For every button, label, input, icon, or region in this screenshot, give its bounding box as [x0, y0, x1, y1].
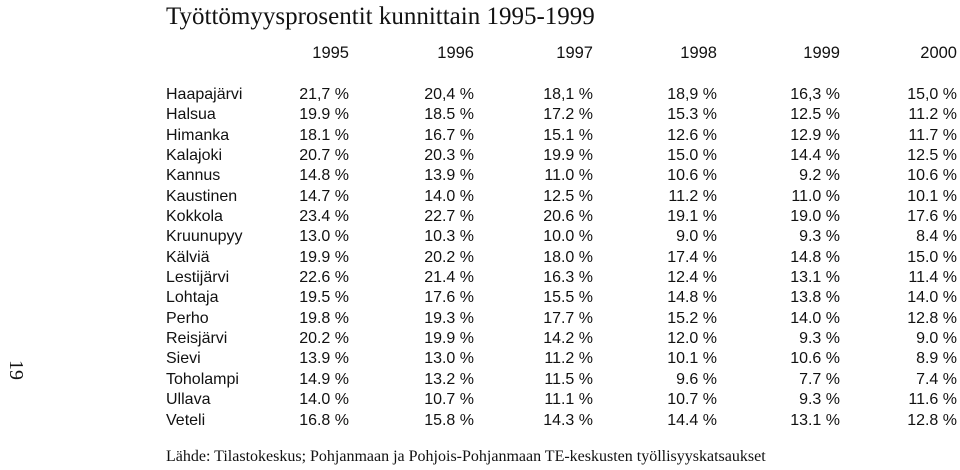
municipality-name: Ullava [166, 391, 211, 409]
table-row [166, 390, 960, 410]
unemployment-rate-cell: 13.1 % [790, 269, 840, 287]
unemployment-rate-cell: 13.1 % [790, 411, 840, 429]
unemployment-rate-cell: 13.0 % [424, 350, 474, 368]
table-row [166, 105, 960, 125]
unemployment-rate-cell: 22.7 % [424, 208, 474, 226]
unemployment-rate-cell: 13.9 % [424, 167, 474, 185]
unemployment-rate-cell: 7.4 % [916, 370, 957, 388]
unemployment-rate-cell: 9.2 % [799, 167, 840, 185]
municipality-name: Lohtaja [166, 289, 219, 307]
table-row [166, 329, 960, 349]
municipality-name: Himanka [166, 126, 230, 144]
unemployment-rate-cell: 9.3 % [799, 330, 840, 348]
unemployment-rate-cell: 14.3 % [543, 411, 593, 429]
unemployment-rate-cell: 10.6 % [667, 167, 717, 185]
unemployment-rate-cell: 15.0 % [907, 248, 957, 266]
unemployment-rate-cell: 9.0 % [676, 228, 717, 246]
unemployment-rate-cell: 9.3 % [799, 391, 840, 409]
table-row [166, 248, 960, 268]
table-row [166, 227, 960, 247]
table-row [166, 370, 960, 390]
unemployment-rate-cell: 14.4 % [667, 411, 717, 429]
table-row [166, 146, 960, 166]
year-header: 1995 [312, 44, 349, 62]
unemployment-rate-cell: 11.0 % [544, 167, 593, 185]
unemployment-rate-cell: 11.7 % [908, 126, 957, 144]
year-header: 1997 [556, 44, 593, 62]
unemployment-rate-cell: 9.0 % [916, 330, 957, 348]
unemployment-rate-cell: 18.0 % [543, 248, 593, 266]
unemployment-rate-cell: 11.0 % [791, 187, 840, 205]
unemployment-rate-cell: 18,9 % [667, 86, 717, 103]
municipality-name: Kruunupyy [166, 228, 243, 246]
unemployment-rate-cell: 12.5 % [790, 106, 840, 124]
unemployment-rate-cell: 14.0 % [790, 309, 840, 327]
unemployment-rate-cell: 11.6 % [908, 391, 957, 409]
page-number: 19 [5, 360, 27, 380]
unemployment-rate-cell: 19.9 % [543, 147, 593, 165]
year-header: 1999 [803, 44, 840, 62]
unemployment-rate-cell: 11.5 % [544, 370, 593, 388]
unemployment-rate-cell: 10.7 % [667, 391, 717, 409]
unemployment-rate-cell: 14.4 % [790, 147, 840, 165]
unemployment-rate-cell: 17.4 % [667, 248, 717, 266]
unemployment-rate-cell: 17.7 % [543, 309, 593, 327]
municipality-name: Lestijärvi [166, 269, 230, 287]
year-header: 1996 [437, 44, 474, 62]
municipality-name: Reisjärvi [166, 330, 228, 348]
unemployment-rate-cell: 14.9 % [299, 370, 349, 388]
municipality-name: Veteli [166, 411, 206, 429]
unemployment-rate-cell: 11.2 % [908, 106, 957, 124]
table-body [166, 85, 960, 431]
unemployment-rate-cell: 19.9 % [424, 330, 474, 348]
unemployment-rate-cell: 19.0 % [790, 208, 840, 226]
municipality-name: Kälviä [166, 248, 210, 266]
source-note: Lähde: Tilastokeskus; Pohjanmaan ja Pohjois-Pohjanmaan TE-keskusten työllisyyskatsaukset [166, 448, 766, 465]
unemployment-rate-cell: 17.6 % [424, 289, 474, 307]
table-row [166, 268, 960, 288]
unemployment-rate-cell: 13.2 % [424, 370, 474, 388]
unemployment-rate-cell: 19.9 % [299, 106, 349, 124]
unemployment-rate-cell: 12.8 % [907, 309, 957, 327]
unemployment-rate-cell: 20.3 % [424, 147, 474, 165]
unemployment-rate-cell: 15.3 % [667, 106, 717, 124]
year-header: 2000 [920, 44, 957, 62]
unemployment-rate-cell: 14.2 % [543, 330, 593, 348]
unemployment-rate-cell: 15.1 % [543, 126, 593, 144]
unemployment-rate-cell: 21,7 % [299, 86, 349, 103]
municipality-name: Kokkola [166, 208, 223, 226]
table-row [166, 288, 960, 308]
unemployment-rate-cell: 10.6 % [790, 350, 840, 368]
unemployment-rate-cell: 20.7 % [299, 147, 349, 165]
unemployment-rate-cell: 20.6 % [543, 208, 593, 226]
unemployment-rate-cell: 10.0 % [543, 228, 593, 246]
unemployment-rate-cell: 20.2 % [299, 330, 349, 348]
unemployment-rate-cell: 12.0 % [667, 330, 717, 348]
unemployment-rate-cell: 10.3 % [424, 228, 474, 246]
unemployment-rate-cell: 16,3 % [790, 86, 840, 103]
unemployment-rate-cell: 11.1 % [544, 391, 593, 409]
unemployment-rate-cell: 21.4 % [424, 269, 474, 287]
unemployment-rate-cell: 11.2 % [544, 350, 593, 368]
unemployment-rate-cell: 14.8 % [299, 167, 349, 185]
unemployment-rate-cell: 10.1 % [907, 187, 957, 205]
municipality-name: Kalajoki [166, 147, 223, 165]
municipality-name: Sievi [166, 350, 201, 368]
municipality-name: Kaustinen [166, 187, 238, 205]
unemployment-rate-cell: 14.7 % [299, 187, 349, 205]
unemployment-rate-cell: 18.1 % [299, 126, 349, 144]
unemployment-rate-cell: 9.3 % [799, 228, 840, 246]
unemployment-rate-cell: 23.4 % [299, 208, 349, 226]
unemployment-rate-cell: 7.7 % [799, 370, 840, 388]
unemployment-rate-cell: 19.3 % [424, 309, 474, 327]
unemployment-rate-cell: 15.2 % [667, 309, 717, 327]
unemployment-rate-cell: 18.5 % [424, 106, 474, 124]
unemployment-rate-cell: 9.6 % [676, 370, 717, 388]
unemployment-rate-cell: 14.0 % [907, 289, 957, 307]
unemployment-rate-cell: 19.1 % [667, 208, 717, 226]
unemployment-rate-cell: 10.7 % [424, 391, 474, 409]
table-row [166, 309, 960, 329]
unemployment-rate-cell: 17.6 % [907, 208, 957, 226]
unemployment-rate-cell: 12.5 % [543, 187, 593, 205]
unemployment-rate-cell: 20.2 % [424, 248, 474, 266]
unemployment-rate-cell: 12.9 % [790, 126, 840, 144]
municipality-name: Halsua [166, 106, 216, 124]
unemployment-rate-cell: 8.4 % [916, 228, 957, 246]
unemployment-rate-cell: 12.8 % [907, 411, 957, 429]
unemployment-rate-cell: 13.8 % [790, 289, 840, 307]
unemployment-rate-cell: 15.8 % [424, 411, 474, 429]
municipality-name: Haapajärvi [166, 86, 243, 103]
unemployment-rate-cell: 12.6 % [667, 126, 717, 144]
unemployment-rate-cell: 19.9 % [299, 248, 349, 266]
unemployment-rate-cell: 10.1 % [667, 350, 717, 368]
unemployment-rate-cell: 22.6 % [299, 269, 349, 287]
table-row [166, 166, 960, 186]
unemployment-rate-cell: 20,4 % [424, 86, 474, 103]
year-header-row [166, 44, 960, 66]
unemployment-rate-cell: 13.0 % [299, 228, 349, 246]
unemployment-rate-cell: 15.0 % [667, 147, 717, 165]
unemployment-rate-cell: 19.5 % [299, 289, 349, 307]
unemployment-rate-cell: 14.0 % [424, 187, 474, 205]
table-row [166, 349, 960, 369]
municipality-name: Kannus [166, 167, 221, 185]
unemployment-rate-cell: 11.2 % [668, 187, 717, 205]
unemployment-rate-cell: 18,1 % [543, 86, 593, 103]
unemployment-rate-cell: 14.8 % [667, 289, 717, 307]
table-row [166, 187, 960, 207]
unemployment-rate-cell: 19.8 % [299, 309, 349, 327]
table-row [166, 207, 960, 227]
unemployment-rate-cell: 16.3 % [543, 269, 593, 287]
year-header: 1998 [680, 44, 717, 62]
unemployment-rate-cell: 8.9 % [916, 350, 957, 368]
unemployment-rate-cell: 16.8 % [299, 411, 349, 429]
unemployment-rate-cell: 14.0 % [299, 391, 349, 409]
page-title: Työttömyysprosentit kunnittain 1995-1999 [166, 3, 595, 30]
unemployment-rate-cell: 13.9 % [299, 350, 349, 368]
unemployment-rate-cell: 16.7 % [424, 126, 474, 144]
municipality-name: Toholampi [166, 370, 239, 388]
unemployment-rate-cell: 14.8 % [790, 248, 840, 266]
table-row [166, 126, 960, 146]
unemployment-rate-cell: 17.2 % [543, 106, 593, 124]
unemployment-rate-cell: 12.4 % [667, 269, 717, 287]
unemployment-rate-cell: 15,0 % [907, 86, 957, 103]
unemployment-rate-cell: 11.4 % [908, 269, 957, 287]
table-row [166, 85, 960, 105]
unemployment-rate-cell: 15.5 % [543, 289, 593, 307]
unemployment-rate-cell: 12.5 % [907, 147, 957, 165]
unemployment-rate-cell: 10.6 % [907, 167, 957, 185]
table-row [166, 411, 960, 431]
municipality-name: Perho [166, 309, 209, 327]
